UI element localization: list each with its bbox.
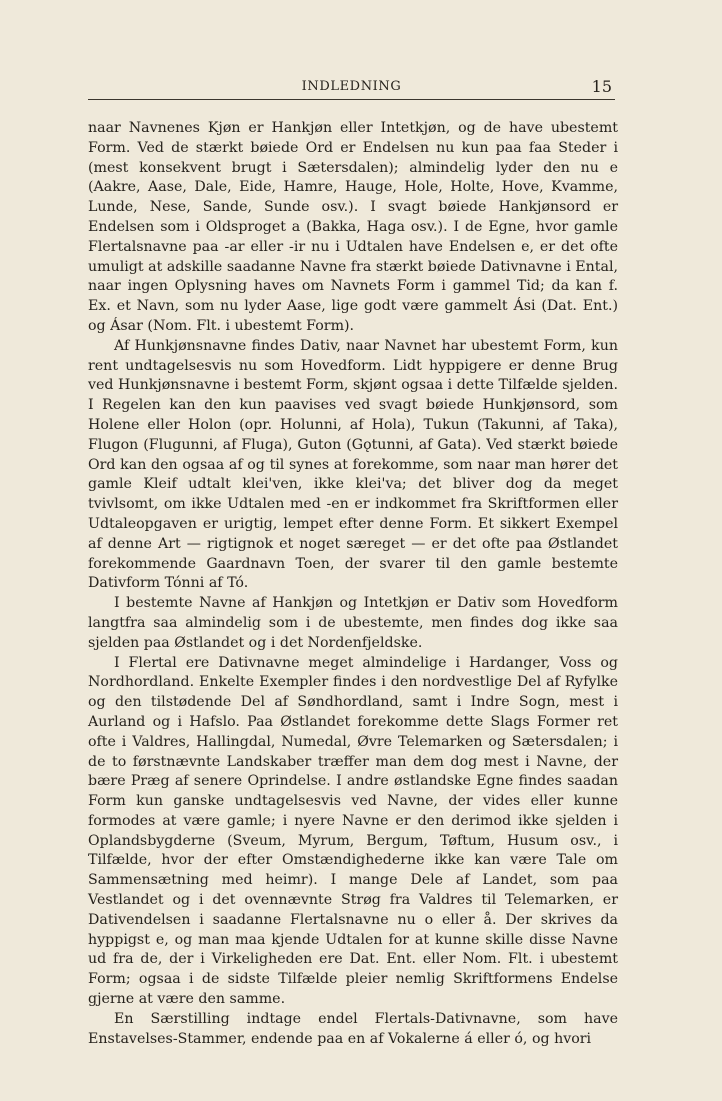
- body-text: [88, 119, 618, 1049]
- paragraph: I Flertal ere Dativnavne meget almindelige i Hardanger, Voss og Nordhordland. Enkelte Exempler findes i den nordvestlige Del af Ryfylke og den tilstødende Del af Søndhordland, samt i Indre Sogn, mest i Aurland og i Hafslo. Paa Østlandet forekomme dette Slags Former ret ofte i Valdres, Hallingdal, Numedal, Øvre Telemarken og Sætersdalen; i de to førstnævnte Landskaber træffer man dem dog mest i Navne, der bære Præg af senere Oprindelse. I andre østlandske Egne findes saadan Form kun ganske undtagelsesvis ved Navne, der vides eller kunne formodes at være gamle; i nyere Navne er den derimod ikke sjelden i Oplandsbygderne (Sveum, Myrum, Bergum, Tøftum, Husum osv., i Tilfælde, hvor der efter Omstændighederne ikke kan være Tale om Sammensætning med heimr). I mange Dele af Landet, som paa Vestlandet og i det ovennævnte Strøg fra Valdres til Telemarken, er Dativendelsen i saadanne Flertalsnavne nu o eller å. Der skrives da hyppigst e, og man maa kjende Udtalen for at kunne skille disse Navne ud fra de, der i Virkeligheden ere Dat. Ent. eller Nom. Flt. i ubestemt Form; ogsaa i de sidste Tilfælde pleier nemlig Skriftformens Endelse gjerne at være den samme.: [88, 654, 618, 1008]
- header-rule: [88, 99, 615, 100]
- paragraph: En Særstilling indtage endel Flertals-Dativnavne, som have Enstavelses-Stammer, endende paa en af Vokalerne á eller ó, og hvori: [88, 1010, 618, 1047]
- paragraph: naar Navnenes Kjøn er Hankjøn eller Intetkjøn, og de have ubestemt Form. Ved de stærkt bøiede Ord er Endelsen nu kun paa faa Steder i (mest konsekvent brugt i Sætersdalen); almindelig lyder den nu e (Aakre, Aase, Dale, Eide, Hamre, Hauge, Hole, Holte, Hove, Kvamme, Lunde, Nese, Sande, Sunde osv.). I svagt bøiede Hankjønsord er Endelsen som i Oldsproget a (Bakka, Haga osv.). I de Egne, hvor gamle Flertalsnavne paa -ar eller -ir nu i Udtalen have Endelsen e, er det ofte umuligt at adskille saadanne Navne fra stærkt bøiede Dativnavne i Ental, naar ingen Oplysning haves om Navnets Form i gammel Tid; da kan f. Ex. et Navn, som nu lyder Aase, lige godt være gammelt Ási (Dat. Ent.) og Ásar (Nom. Flt. i ubestemt Form).: [88, 120, 618, 334]
- paragraph: I bestemte Navne af Hankjøn og Intetkjøn er Dativ som Hovedform langtfra saa almindelig som i de ubestemte, men findes dog ikke saa sjelden paa Østlandet og i det Nordenfjeldske.: [88, 595, 618, 651]
- paragraph: Af Hunkjønsnavne findes Dativ, naar Navnet har ubestemt Form, kun rent undtagelsesvis nu som Hovedform. Lidt hyppigere er denne Brug ved Hunkjønsnavne i bestemt Form, skjønt ogsaa i dette Tilfælde sjelden. I Regelen kan den kun paavises ved svagt bøiede Hunkjønsord, som Holene eller Holon (opr. Holunni, af Hola), Tukun (Takunni, af Taka), Flugon (Flugunni, af Fluga), Guton (Gǫtunni, af Gata). Ved stærkt bøiede Ord kan den ogsaa af og til synes at forekomme, som naar man hører det gamle Kleif udtalt klei'ven, ikke klei'va; det bliver dog da meget tvivlsomt, om ikke Udtalen med -en er indkommet fra Skriftformen eller Udtaleopgaven er urigtig, lempet efter denne Form. Et sikkert Exempel af denne Art — rigtignok et noget særeget — er det ofte paa Østlandet forekommende Gaardnavn Toen, der svarer til den gamle bestemte Dativform Tónni af Tó.: [88, 337, 618, 592]
- page-number: 15: [591, 77, 612, 96]
- running-title: INDLEDNING: [301, 79, 402, 94]
- page-header: [88, 75, 615, 97]
